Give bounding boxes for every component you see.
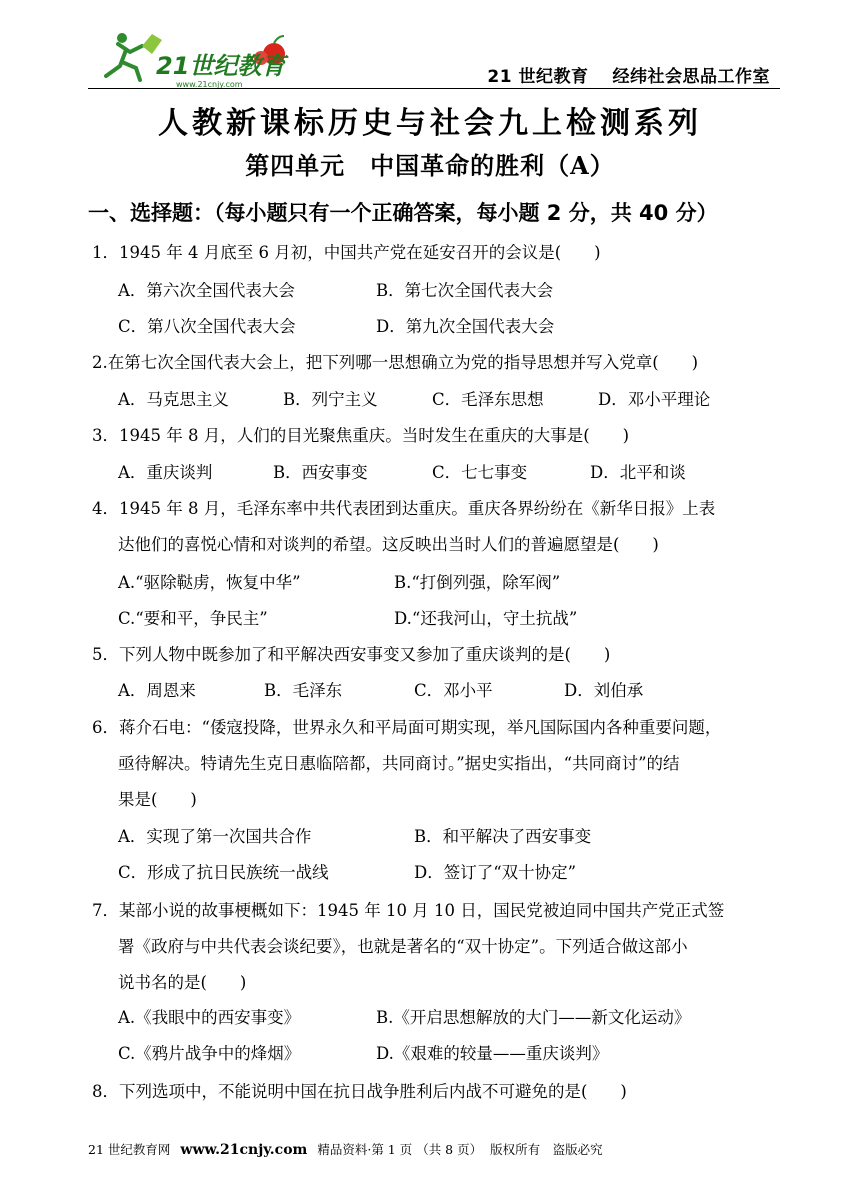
- option-b: B．毛泽东: [264, 681, 343, 700]
- option-a: A．第六次全国代表大会: [118, 281, 295, 300]
- org-name: 21 世纪教育: [487, 67, 589, 87]
- page-subtitle: 第四单元 中国革命的胜利（A）: [245, 151, 615, 180]
- option-c: C．七七事变: [432, 463, 528, 482]
- question-2: [92, 345, 782, 381]
- option-a: A．实现了第一次国共合作: [118, 827, 312, 846]
- option-c: C．第八次全国代表大会: [118, 317, 296, 336]
- option-d: D．北平和谈: [590, 463, 686, 482]
- question-stem: 4．1945 年 8 月，毛泽东率中共代表团到达重庆。重庆各界纷纷在《新华日报》上表: [92, 499, 716, 518]
- question-1: [92, 235, 782, 271]
- question-stem-continued: 达他们的喜悦心情和对谈判的希望。这反映出当时人们的普遍愿望是( ): [118, 535, 659, 554]
- option-d: D．邓小平理论: [598, 390, 711, 409]
- logo-url: www.21cnjy.com: [176, 80, 243, 89]
- option-c: C.“要和平，争民主”: [118, 609, 268, 628]
- page-footer: [88, 1140, 603, 1158]
- option-b: B.《开启思想解放的大门——新文化运动》: [376, 1008, 691, 1027]
- question-stem-continued: 署《政府与中共代表会谈纪要》，也就是著名的“双十协定”。下列适合做这部小: [118, 937, 688, 956]
- header-org: [487, 62, 770, 87]
- option-d: D.“还我河山，守土抗战”: [394, 609, 578, 628]
- option-d: D．签订了“双十协定”: [414, 863, 577, 882]
- option-c: C．邓小平: [414, 681, 493, 700]
- option-b: B.“打倒列强，除军阀”: [394, 573, 561, 592]
- option-d: D.《艰难的较量——重庆谈判》: [376, 1044, 609, 1063]
- option-b: B．西安事变: [273, 463, 368, 482]
- question-stem: 8．下列选项中，不能说明中国在抗日战争胜利后内战不可避免的是( ): [92, 1082, 627, 1101]
- option-c: C．形成了抗日民族统一战线: [118, 863, 329, 882]
- option-d: D．刘伯承: [564, 681, 644, 700]
- logo-icon: [96, 24, 296, 94]
- footer-site: 21 世纪教育网: [88, 1142, 171, 1157]
- question-stem: 7．某部小说的故事梗概如下：1945 年 10 月 10 日，国民党被迫同中国共产党正式签: [92, 901, 725, 920]
- question-stem-continued: 亟待解决。特请先生克日惠临陪都，共同商讨。”据史实指出，“共同商讨”的结: [118, 754, 680, 773]
- option-a: A．周恩来: [118, 681, 196, 700]
- question-stem: 1．1945 年 4 月底至 6 月初，中国共产党在延安召开的会议是( ): [92, 243, 601, 262]
- page-header: [88, 18, 780, 90]
- question-7: [92, 893, 782, 1001]
- option-c: C.《鸦片战争中的烽烟》: [118, 1044, 301, 1063]
- question-3: [92, 418, 782, 454]
- page-title: 人教新课标历史与社会九上检测系列: [158, 106, 702, 141]
- option-a: A．马克思主义: [118, 390, 229, 409]
- option-b: B．列宁主义: [283, 390, 378, 409]
- footer-url[interactable]: www.21cnjy.com: [180, 1142, 308, 1158]
- option-d: D．第九次全国代表大会: [376, 317, 555, 336]
- option-a: A.《我眼中的西安事变》: [118, 1008, 301, 1027]
- footer-page-info: 精品资料·第 1 页 （共 8 页）: [317, 1142, 483, 1157]
- option-a: A.“驱除鞑虏，恢复中华”: [118, 573, 301, 592]
- question-stem: 2.在第七次全国代表大会上，把下列哪一思想确立为党的指导思想并写入党章( ): [92, 353, 699, 372]
- question-stem: 3．1945 年 8 月，人们的目光聚焦重庆。当时发生在重庆的大事是( ): [92, 426, 630, 445]
- footer-rights: 版权所有 盗版必究: [490, 1142, 603, 1157]
- question-8: [92, 1074, 782, 1110]
- section-heading: 一、选择题：（每小题只有一个正确答案，每小题 2 分，共 40 分）: [88, 201, 718, 225]
- question-4: [92, 491, 782, 563]
- header-divider: [88, 88, 780, 89]
- question-6: [92, 710, 782, 818]
- question-stem-continued: 说书名的是( ): [118, 973, 247, 992]
- studio-name: 经纬社会思品工作室: [612, 67, 770, 87]
- option-a: A．重庆谈判: [118, 463, 213, 482]
- question-5: [92, 637, 782, 673]
- question-stem: 6．蒋介石电：“倭寇投降，世界永久和平局面可期实现，举凡国际国内各种重要问题，: [92, 718, 722, 737]
- question-stem: 5．下列人物中既参加了和平解决西安事变又参加了重庆谈判的是( ): [92, 645, 611, 664]
- question-stem-continued: 果是( ): [118, 790, 197, 809]
- option-c: C．毛泽东思想: [432, 390, 544, 409]
- logo-text: 21世纪教育: [156, 52, 286, 80]
- option-b: B．第七次全国代表大会: [376, 281, 554, 300]
- option-b: B．和平解决了西安事变: [414, 827, 592, 846]
